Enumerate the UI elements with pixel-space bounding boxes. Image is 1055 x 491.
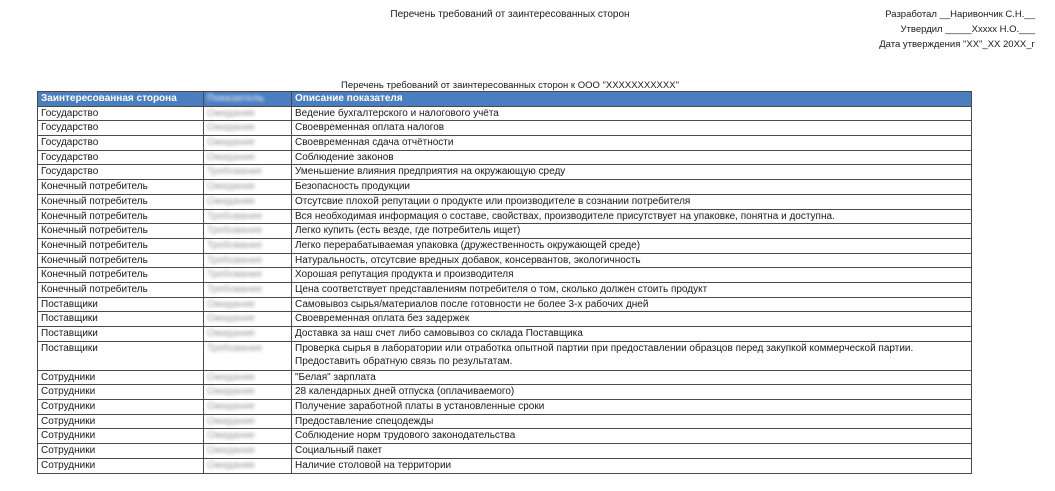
cell-description: Своевременная оплата налогов	[292, 121, 972, 136]
cell-indicator	[204, 458, 292, 473]
cell-party: Конечный потребитель	[38, 224, 204, 239]
cell-description: 28 календарных дней отпуска (оплачиваемого)	[292, 385, 972, 400]
cell-party: Поставщики	[38, 341, 204, 370]
cell-party: Конечный потребитель	[38, 238, 204, 253]
cell-party: Конечный потребитель	[38, 282, 204, 297]
cell-description: Легко купить (есть везде, где потребитель ищет)	[292, 224, 972, 239]
cell-indicator-text: Ожидание	[207, 401, 256, 413]
cell-indicator	[204, 385, 292, 400]
cell-party: Конечный потребитель	[38, 180, 204, 195]
cell-description: Цена соответствует представлениям потребителя о том, сколько должен стоить продукт	[292, 282, 972, 297]
table-row	[38, 238, 972, 253]
cell-party: Государство	[38, 165, 204, 180]
cell-party: Государство	[38, 136, 204, 151]
table-row	[38, 458, 972, 473]
table-row	[38, 400, 972, 415]
document-title: Перечень требований от заинтересованных сторон	[390, 9, 630, 20]
cell-description: Отсутсвие плохой репутации о продукте или производителе в сознании потребителя	[292, 194, 972, 209]
cell-description: Получение заработной платы в установленные сроки	[292, 400, 972, 415]
cell-indicator-text: Ожидание	[207, 298, 256, 310]
cell-indicator-text: Ожидание	[207, 445, 256, 457]
cell-indicator-text: Ожидание	[207, 328, 256, 339]
cell-indicator	[204, 268, 292, 283]
cell-indicator-text: Требование	[207, 210, 263, 222]
cell-description: Социальный пакет	[292, 444, 972, 459]
cell-indicator	[204, 165, 292, 180]
cell-indicator	[204, 312, 292, 327]
table-row	[38, 209, 972, 224]
cell-indicator	[204, 414, 292, 429]
cell-party: Поставщики	[38, 297, 204, 312]
cell-party: Поставщики	[38, 312, 204, 327]
approval-block	[879, 7, 1035, 52]
table-row	[38, 121, 972, 136]
table-row	[38, 268, 972, 283]
cell-indicator-text: Требование	[207, 254, 263, 266]
cell-party: Государство	[38, 150, 204, 165]
table-row	[38, 312, 972, 327]
cell-indicator	[204, 224, 292, 239]
cell-indicator	[204, 136, 292, 151]
cell-party: Конечный потребитель	[38, 209, 204, 224]
cell-indicator-text: Ожидание	[207, 371, 256, 383]
cell-indicator	[204, 341, 292, 370]
cell-description: Своевременная сдача отчётности	[292, 136, 972, 151]
cell-party: Сотрудники	[38, 458, 204, 473]
table-body	[38, 106, 972, 473]
table-row	[38, 429, 972, 444]
table-caption: Перечень требований от заинтересованных сторон к ООО "XXXXXXXXXXX"	[341, 80, 679, 91]
cell-description: Ведение бухгалтерского и налогового учёта	[292, 106, 972, 121]
approval-date: Дата утверждения "XX"_XX 20XX_г	[879, 39, 1035, 50]
cell-indicator	[204, 444, 292, 459]
cell-party: Сотрудники	[38, 400, 204, 415]
cell-party: Конечный потребитель	[38, 194, 204, 209]
cell-indicator	[204, 209, 292, 224]
cell-description: Проверка сырья в лаборатории или отработка опытной партии при предоставлении образцов перед закупкой коммерческой партии. Предоставить обратную связь по результатам.	[292, 341, 972, 370]
cell-description: Наличие столовой на территории	[292, 458, 972, 473]
cell-party: Сотрудники	[38, 370, 204, 385]
cell-description: Безопасность продукции	[292, 180, 972, 195]
table-row	[38, 385, 972, 400]
header-party: Заинтересованная сторона	[38, 92, 204, 107]
cell-indicator	[204, 327, 292, 342]
table-row	[38, 327, 972, 342]
cell-description: Доставка за наш счет либо самовывоз со склада Поставщика	[292, 327, 972, 342]
cell-description: Самовывоз сырья/материалов после готовности не более 3-х рабочих дней	[292, 297, 972, 312]
cell-indicator-text: Ожидание	[207, 122, 256, 134]
cell-party: Государство	[38, 106, 204, 121]
table-row	[38, 224, 972, 239]
cell-indicator-text: Ожидание	[207, 313, 256, 325]
cell-indicator-text: Требование	[207, 239, 263, 251]
cell-indicator	[204, 297, 292, 312]
cell-indicator	[204, 400, 292, 415]
cell-indicator-text: Ожидание	[207, 195, 256, 207]
cell-description: "Белая" зарплата	[292, 370, 972, 385]
table-row	[38, 136, 972, 151]
table-row	[38, 414, 972, 429]
table-row	[38, 282, 972, 297]
cell-party: Поставщики	[38, 327, 204, 342]
cell-indicator-text: Требование	[207, 225, 263, 237]
cell-description: Хорошая репутация продукта и производителя	[292, 268, 972, 283]
cell-indicator	[204, 238, 292, 253]
table-header-row	[38, 92, 972, 107]
cell-description: Своевременная оплата без задержек	[292, 312, 972, 327]
approval-developer: Разработал __Наривончик С.Н.__	[885, 9, 1035, 20]
header-indicator: Показатель	[204, 92, 292, 107]
cell-description: Вся необходимая информация о составе, свойствах, производителе присутствует на упаковке, понятна и доступна.	[292, 209, 972, 224]
cell-indicator	[204, 150, 292, 165]
cell-indicator-text: Требование	[207, 283, 263, 295]
table-row	[38, 297, 972, 312]
cell-description: Легко перерабатываемая упаковка (дружественность окружающей среде)	[292, 238, 972, 253]
table-row	[38, 165, 972, 180]
approval-approver: Утвердил _____Хxxxx Н.О.___	[900, 24, 1035, 35]
cell-description: Натуральность, отсутсвие вредных добавок, консервантов, экологичность	[292, 253, 972, 268]
table-row	[38, 106, 972, 121]
cell-indicator-text: Требование	[207, 342, 263, 354]
cell-indicator	[204, 180, 292, 195]
cell-indicator-text: Ожидание	[207, 415, 256, 427]
cell-party: Конечный потребитель	[38, 268, 204, 283]
cell-indicator-text: Требование	[207, 269, 263, 281]
cell-party: Сотрудники	[38, 414, 204, 429]
table-row	[38, 341, 972, 370]
table-row	[38, 180, 972, 195]
cell-party: Сотрудники	[38, 385, 204, 400]
cell-indicator	[204, 106, 292, 121]
cell-indicator	[204, 370, 292, 385]
cell-indicator	[204, 429, 292, 444]
cell-indicator-text: Ожидание	[207, 181, 256, 193]
cell-description: Уменьшение влияния предприятия на окружающую среду	[292, 165, 972, 180]
table-row	[38, 370, 972, 385]
cell-indicator-text: Ожидание	[207, 386, 256, 398]
cell-description: Предоставление спецодежды	[292, 414, 972, 429]
table-row	[38, 444, 972, 459]
cell-indicator	[204, 253, 292, 268]
cell-party: Государство	[38, 121, 204, 136]
cell-indicator-text: Ожидание	[207, 459, 256, 471]
cell-indicator-text: Ожидание	[207, 151, 256, 163]
cell-indicator-text: Ожидание	[207, 430, 256, 442]
cell-indicator	[204, 282, 292, 297]
cell-party: Сотрудники	[38, 444, 204, 459]
cell-indicator-text: Ожидание	[207, 137, 256, 149]
cell-party: Конечный потребитель	[38, 253, 204, 268]
table-row	[38, 150, 972, 165]
cell-description: Соблюдение законов	[292, 150, 972, 165]
cell-indicator	[204, 121, 292, 136]
cell-description: Соблюдение норм трудового законодательства	[292, 429, 972, 444]
table-row	[38, 253, 972, 268]
requirements-table	[37, 91, 972, 474]
header-description: Описание показателя	[292, 92, 972, 107]
cell-indicator-text: Ожидание	[207, 107, 256, 119]
cell-indicator	[204, 194, 292, 209]
cell-indicator-text: Требование	[207, 166, 263, 178]
cell-party: Сотрудники	[38, 429, 204, 444]
table-row	[38, 194, 972, 209]
